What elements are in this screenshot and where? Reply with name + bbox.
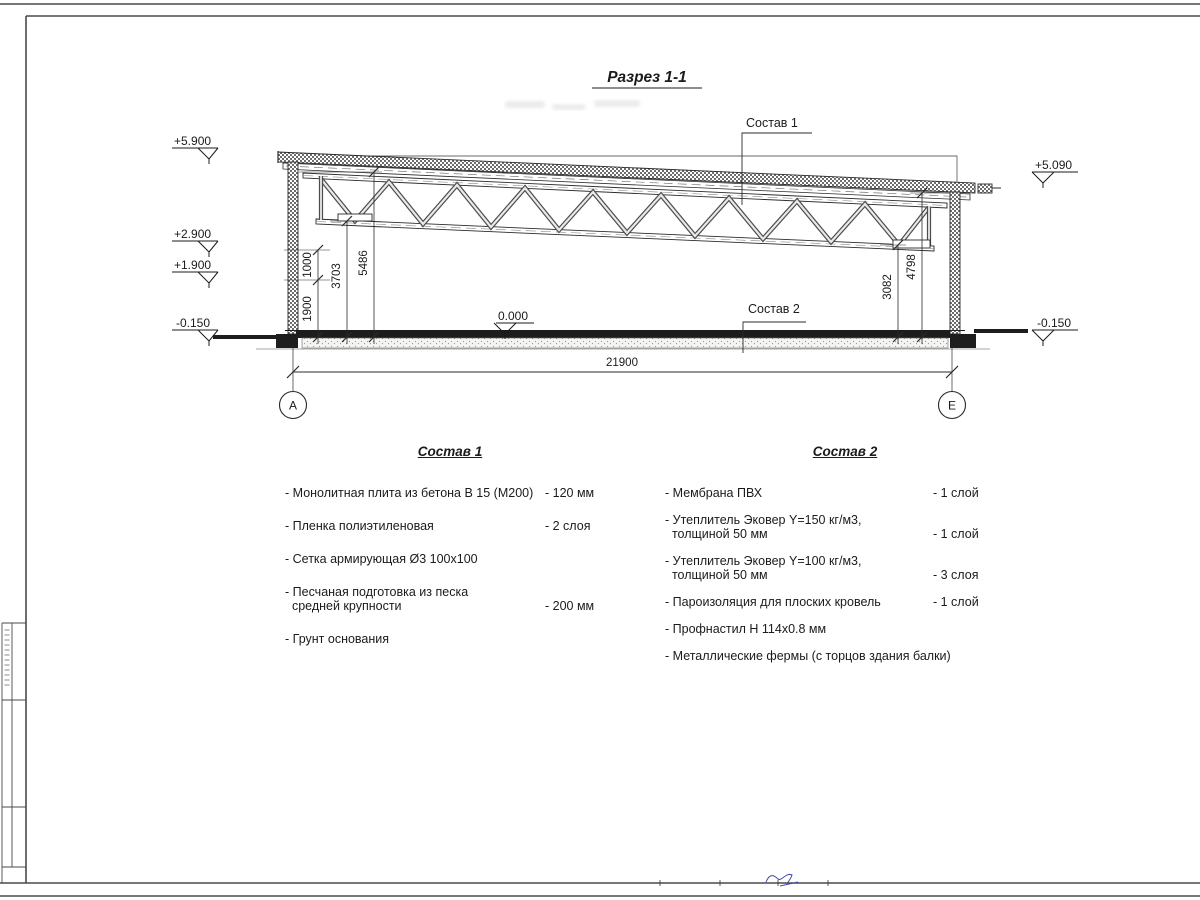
spec-item-value: - 1 слой: [933, 527, 979, 541]
spec-item: [285, 552, 607, 566]
spec-item-name: - Мембрана ПВХ: [665, 486, 763, 500]
comp2-heading: Состав 2: [812, 444, 878, 459]
page-title: Разрез 1-1: [607, 69, 687, 86]
elevation-mid-left: +2.900: [174, 227, 212, 241]
spec-item-value: - 1 слой: [933, 595, 979, 609]
spec-item-name: - Пленка полиэтиленовая: [285, 519, 434, 533]
floor-slab: [213, 331, 1028, 350]
spec-item: [285, 519, 607, 533]
spec-item: [665, 554, 995, 582]
margin-title-strip: [2, 623, 26, 883]
left-wall: [288, 162, 298, 334]
elevation-low-left: +1.900: [174, 258, 212, 272]
comp2-spec-list: [665, 486, 995, 676]
comp2-label: Состав 2: [748, 302, 800, 316]
spec-item: [665, 622, 995, 636]
dim-3082: 3082: [882, 274, 894, 300]
spec-item: [665, 649, 995, 663]
spec-item-name: - Металлические фермы (с торцов здания балки): [665, 649, 951, 663]
elevation-base-right: -0.150: [1037, 316, 1072, 330]
dim-1900: 1900: [302, 296, 314, 322]
spec-item: [285, 585, 607, 613]
spec-item-name: - Профнастил Н 114х0.8 мм: [665, 622, 827, 636]
margin-tiny-text: [5, 630, 10, 685]
spec-item-value: - 120 мм: [545, 486, 595, 500]
spec-item-name: - Грунт основания: [285, 632, 390, 646]
spec-item: [285, 632, 607, 646]
spec-item-name: - Утеплитель Эковер Y=100 кг/м3, толщиной 50 мм: [665, 554, 862, 582]
spec-item: [285, 486, 607, 500]
spec-item-value: - 200 мм: [545, 599, 595, 613]
comp1-spec-list: [285, 486, 607, 665]
spec-item: [665, 513, 995, 541]
spec-item-name: - Сетка армирующая Ø3 100х100: [285, 552, 478, 566]
spec-item-name: - Песчаная подготовка из песка средней крупности: [285, 585, 469, 613]
elevation-floor: 0.000: [498, 309, 529, 323]
elevation-base-left: -0.150: [176, 316, 211, 330]
axis-left-label: A: [288, 398, 298, 413]
spec-item-value: - 1 слой: [933, 486, 979, 500]
dim-1000: 1000: [302, 252, 314, 278]
spec-item-name: - Пароизоляция для плоских кровель: [665, 595, 881, 609]
comp1-heading: Состав 1: [417, 444, 483, 459]
dim-4798: 4798: [906, 254, 918, 280]
spec-item-name: - Утеплитель Эковер Y=150 кг/м3, толщиной 50 мм: [665, 513, 862, 541]
elevation-top-left: +5.900: [174, 134, 212, 148]
drawing-title: [592, 69, 702, 88]
spec-item: [665, 486, 995, 500]
signature-mark: [766, 874, 798, 886]
spec-item: [665, 595, 995, 609]
right-foundation: [950, 334, 976, 348]
comp1-label: Состав 1: [746, 116, 798, 130]
elevation-top-right: +5.090: [1035, 158, 1073, 172]
spec-item-value: - 2 слоя: [545, 519, 591, 533]
dim-3703: 3703: [331, 263, 343, 289]
left-foundation: [276, 334, 298, 348]
spec-item-name: - Монолитная плита из бетона В 15 (М200): [285, 486, 534, 500]
right-wall: [950, 192, 960, 334]
spec-item-value: - 3 слоя: [933, 568, 979, 582]
dim-5486: 5486: [358, 250, 370, 276]
faint-smudge: [505, 100, 640, 110]
dim-overall: 21900: [606, 357, 638, 369]
axis-right-label: E: [947, 398, 957, 413]
